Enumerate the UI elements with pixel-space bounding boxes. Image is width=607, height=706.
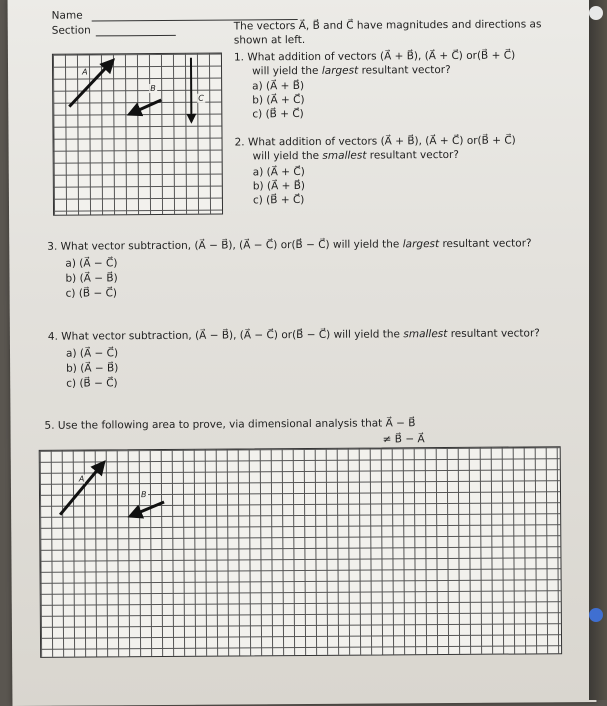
q4-keyword: smallest bbox=[403, 328, 447, 340]
q3-number: 3. bbox=[47, 241, 57, 253]
vector-b-label-bottom: B bbox=[140, 490, 148, 499]
q4-option-b[interactable]: b) (A⃗ − B⃗) bbox=[66, 362, 118, 374]
q1-line2-pre: will yield the bbox=[252, 65, 322, 77]
intro-line-2: shown at left. bbox=[234, 34, 305, 46]
q1-keyword: largest bbox=[322, 65, 358, 77]
q4-option-c[interactable]: c) (B⃗ − C⃗) bbox=[66, 377, 118, 389]
q5-text: Use the following area to prove, via dimensional analysis that A⃗ − B⃗ bbox=[58, 417, 416, 431]
q2-line-2 bbox=[253, 149, 459, 162]
vector-a-arrow-bottom bbox=[60, 462, 104, 514]
vector-b-label: B bbox=[149, 84, 157, 93]
name-label: Name bbox=[52, 10, 83, 22]
vector-a-label-bottom: A bbox=[78, 475, 86, 484]
q2-question bbox=[235, 135, 516, 149]
section-field[interactable] bbox=[52, 24, 176, 37]
q1-option-b[interactable]: b) (A⃗ + C⃗) bbox=[252, 94, 304, 106]
q2-option-c[interactable]: c) (B⃗ + C⃗) bbox=[253, 194, 305, 206]
vector-c-label: C bbox=[197, 94, 205, 103]
worksheet-page bbox=[8, 0, 597, 706]
background-edge bbox=[589, 0, 607, 700]
vector-grid-top bbox=[52, 53, 223, 216]
q5-number: 5. bbox=[44, 420, 54, 432]
q4-option-a[interactable]: a) (A⃗ − C⃗) bbox=[66, 347, 118, 359]
q4-pre: What vector subtraction, (A⃗ − B⃗), (A⃗ − C⃗) or(B⃗ − C⃗) will yield the bbox=[61, 328, 403, 342]
vector-a-arrow bbox=[69, 60, 113, 106]
q5-question bbox=[44, 417, 415, 432]
q1-question bbox=[234, 50, 515, 64]
section-label: Section bbox=[52, 24, 91, 36]
q2-option-a[interactable]: a) (A⃗ + C⃗) bbox=[253, 166, 305, 178]
q5-text-continued: ≠ B⃗ − A⃗ bbox=[383, 433, 425, 445]
vector-b-arrow bbox=[129, 100, 161, 114]
q4-post: resultant vector? bbox=[447, 327, 540, 340]
intro-line-1: The vectors A⃗, B⃗ and C⃗ have magnitudes and directions as bbox=[234, 18, 542, 32]
q3-option-b[interactable]: b) (A⃗ − B⃗) bbox=[65, 272, 117, 284]
q3-pre: What vector subtraction, (A⃗ − B⃗), (A⃗ − C⃗) or(B⃗ − C⃗) will yield the bbox=[61, 238, 403, 252]
q1-line2-post: resultant vector? bbox=[358, 64, 451, 77]
q3-question bbox=[47, 237, 531, 252]
q1-option-c[interactable]: c) (B⃗ + C⃗) bbox=[252, 108, 304, 120]
q1-option-a[interactable]: a) (A⃗ + B⃗) bbox=[252, 80, 304, 92]
q1-line-2 bbox=[252, 64, 451, 77]
q2-keyword: smallest bbox=[322, 150, 366, 162]
q4-question bbox=[48, 327, 540, 342]
q2-line2-pre: will yield the bbox=[253, 150, 323, 162]
vector-arrows-bottom bbox=[40, 447, 561, 657]
q3-keyword: largest bbox=[403, 238, 439, 250]
edge-circle-top bbox=[589, 6, 603, 20]
q3-option-c[interactable]: c) (B⃗ − C⃗) bbox=[66, 287, 118, 299]
vector-b-arrow-bottom bbox=[130, 502, 164, 516]
edge-circle-blue bbox=[589, 608, 603, 622]
q1-line-1: What addition of vectors (A⃗ + B⃗), (A⃗ + C⃗) or(B⃗ + C⃗) bbox=[247, 50, 515, 64]
work-grid-bottom[interactable] bbox=[39, 446, 562, 658]
section-line bbox=[96, 35, 176, 37]
q2-option-b[interactable]: b) (A⃗ + B⃗) bbox=[253, 180, 305, 192]
q2-line2-post: resultant vector? bbox=[366, 149, 459, 162]
q4-number: 4. bbox=[48, 331, 58, 343]
q2-line-1: What addition of vectors (A⃗ + B⃗), (A⃗ + C⃗) or(B⃗ + C⃗) bbox=[248, 135, 516, 149]
vector-a-label: A bbox=[81, 67, 89, 76]
q3-post: resultant vector? bbox=[439, 237, 532, 250]
q2-number: 2. bbox=[235, 136, 245, 148]
q1-number: 1. bbox=[234, 51, 244, 63]
q3-option-a[interactable]: a) (A⃗ − C⃗) bbox=[65, 257, 117, 269]
vector-arrows-top bbox=[53, 54, 222, 215]
